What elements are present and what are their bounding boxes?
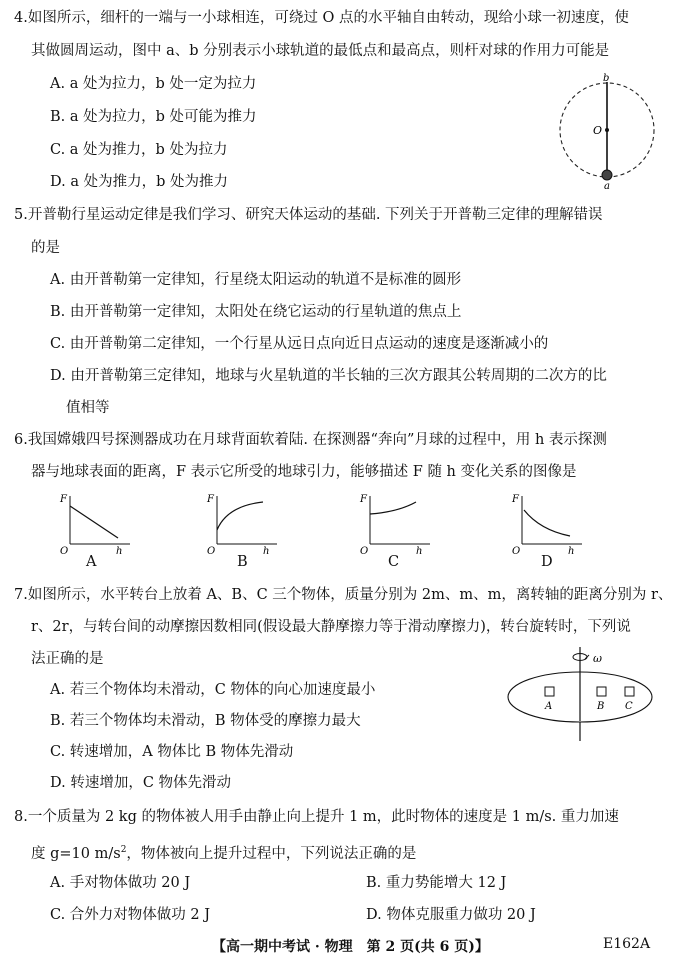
q4-option-d: D. a 处为推力，b 处为推力 [50,174,228,190]
q8-option-c: C. 合外力对物体做功 2 J [50,907,211,923]
q7-stem-line2: r、2r，与转台间的动摩擦因数相同(假设最大静摩擦力等于滑动摩擦力)，转台旋转时，下列说 [31,619,631,635]
q4-stem-line2: 其做圆周运动，图中 a、b 分别表示小球轨道的最低点和最高点，则杆对球的作用力可能是 [31,43,610,59]
q6-stem-line2: 器与地球表面的距离，F 表示它所受的地球引力，能够描述 F 随 h 变化关系的图像是 [31,464,577,480]
svg-text:O: O [60,546,69,557]
q8-option-b: B. 重力势能增大 12 J [366,875,507,891]
q4-label-b: b [603,73,610,84]
q8-option-a: A. 手对物体做功 20 J [50,875,191,891]
q6-graph-b-label: B [237,554,248,570]
q8-stem-line2: 度 g=10 $m/s^2$，物体被向上提升过程中，下列说法正确的是 [31,845,417,862]
q5-stem-line1: 5.开普勒行星运动定律是我们学习、研究天体运动的基础. 下列关于开普勒三定律的理解错误 [14,207,603,223]
q6-graph-a [58,492,138,564]
q7-stem-line1: 7.如图所示，水平转台上放着 A、B、C 三个物体，质量分别为 2m、m、m，离转轴的距离分别为 r、 [14,587,673,603]
q7-option-a: A. 若三个物体均未滑动，C 物体的向心加速度最小 [50,682,376,698]
svg-text:h: h [416,546,423,557]
footer-page-info: 【高一期中考试 · 物理 第 2 页(共 6 页)】 [212,939,489,955]
q4-option-c: C. a 处为推力，b 处为拉力 [50,142,228,158]
q7-label-b: B [597,701,605,712]
footer-code: E162A [603,936,651,952]
q6-graph-d-label: D [541,554,553,570]
q7-label-c: C [625,701,633,712]
svg-text:O: O [512,546,521,557]
q5-option-c: C. 由开普勒第二定律知，一个行星从远日点向近日点运动的速度是逐渐减小的 [50,336,549,352]
q7-label-a: A [545,701,553,712]
q4-stem-line1: 4.如图所示，细杆的一端与一小球相连，可绕过 O 点的水平轴自由转动，现给小球一初速度，使 [14,10,629,26]
q5-option-b: B. 由开普勒第一定律知，太阳处在绕它运动的行星轨道的焦点上 [50,304,462,320]
q6-graph-c-label: C [388,554,400,570]
q7-option-d: D. 转速增加，C 物体先滑动 [50,775,232,791]
svg-text:F: F [60,494,67,505]
q5-option-a: A. 由开普勒第一定律知，行星绕太阳运动的轨道不是标准的圆形 [50,272,462,288]
q4-label-a: a [604,181,610,190]
svg-text:F: F [207,494,214,505]
q7-turntable-figure [505,645,665,743]
q4-label-o: O [593,124,603,137]
svg-text:h: h [263,546,270,557]
q7-option-c: C. 转速增加，A 物体比 B 物体先滑动 [50,744,294,760]
q4-circle-figure [555,72,665,190]
q7-option-b: B. 若三个物体均未滑动，B 物体受的摩擦力最大 [50,713,361,729]
svg-text:O: O [360,546,369,557]
q7-stem-line3: 法正确的是 [31,651,104,667]
svg-text:h: h [116,546,123,557]
svg-text:F: F [512,494,519,505]
q5-option-d-cont: 值相等 [66,400,110,416]
q7-omega-label: ω [593,652,602,665]
q5-stem-line2: 的是 [31,240,60,256]
q8-stem-line1: 8.一个质量为 2 kg 的物体被人用手由静止向上提升 1 m，此时物体的速度是 1 m/s. 重力加速 [14,809,619,825]
q8-option-d: D. 物体克服重力做功 20 J [366,907,536,923]
q4-option-a: A. a 处为拉力，b 处一定为拉力 [50,76,257,92]
q5-option-d: D. 由开普勒第三定律知，地球与火星轨道的半长轴的三次方跟其公转周期的二次方的比 [50,368,607,384]
q6-stem-line1: 6.我国嫦娥四号探测器成功在月球背面软着陆. 在探测器“奔向”月球的过程中，用 h 表示探测 [14,432,607,448]
svg-text:h: h [568,546,575,557]
q6-graph-a-label: A [86,554,97,570]
svg-text:F: F [360,494,367,505]
q4-option-b: B. a 处为拉力，b 处可能为推力 [50,109,257,125]
svg-text:O: O [207,546,216,557]
